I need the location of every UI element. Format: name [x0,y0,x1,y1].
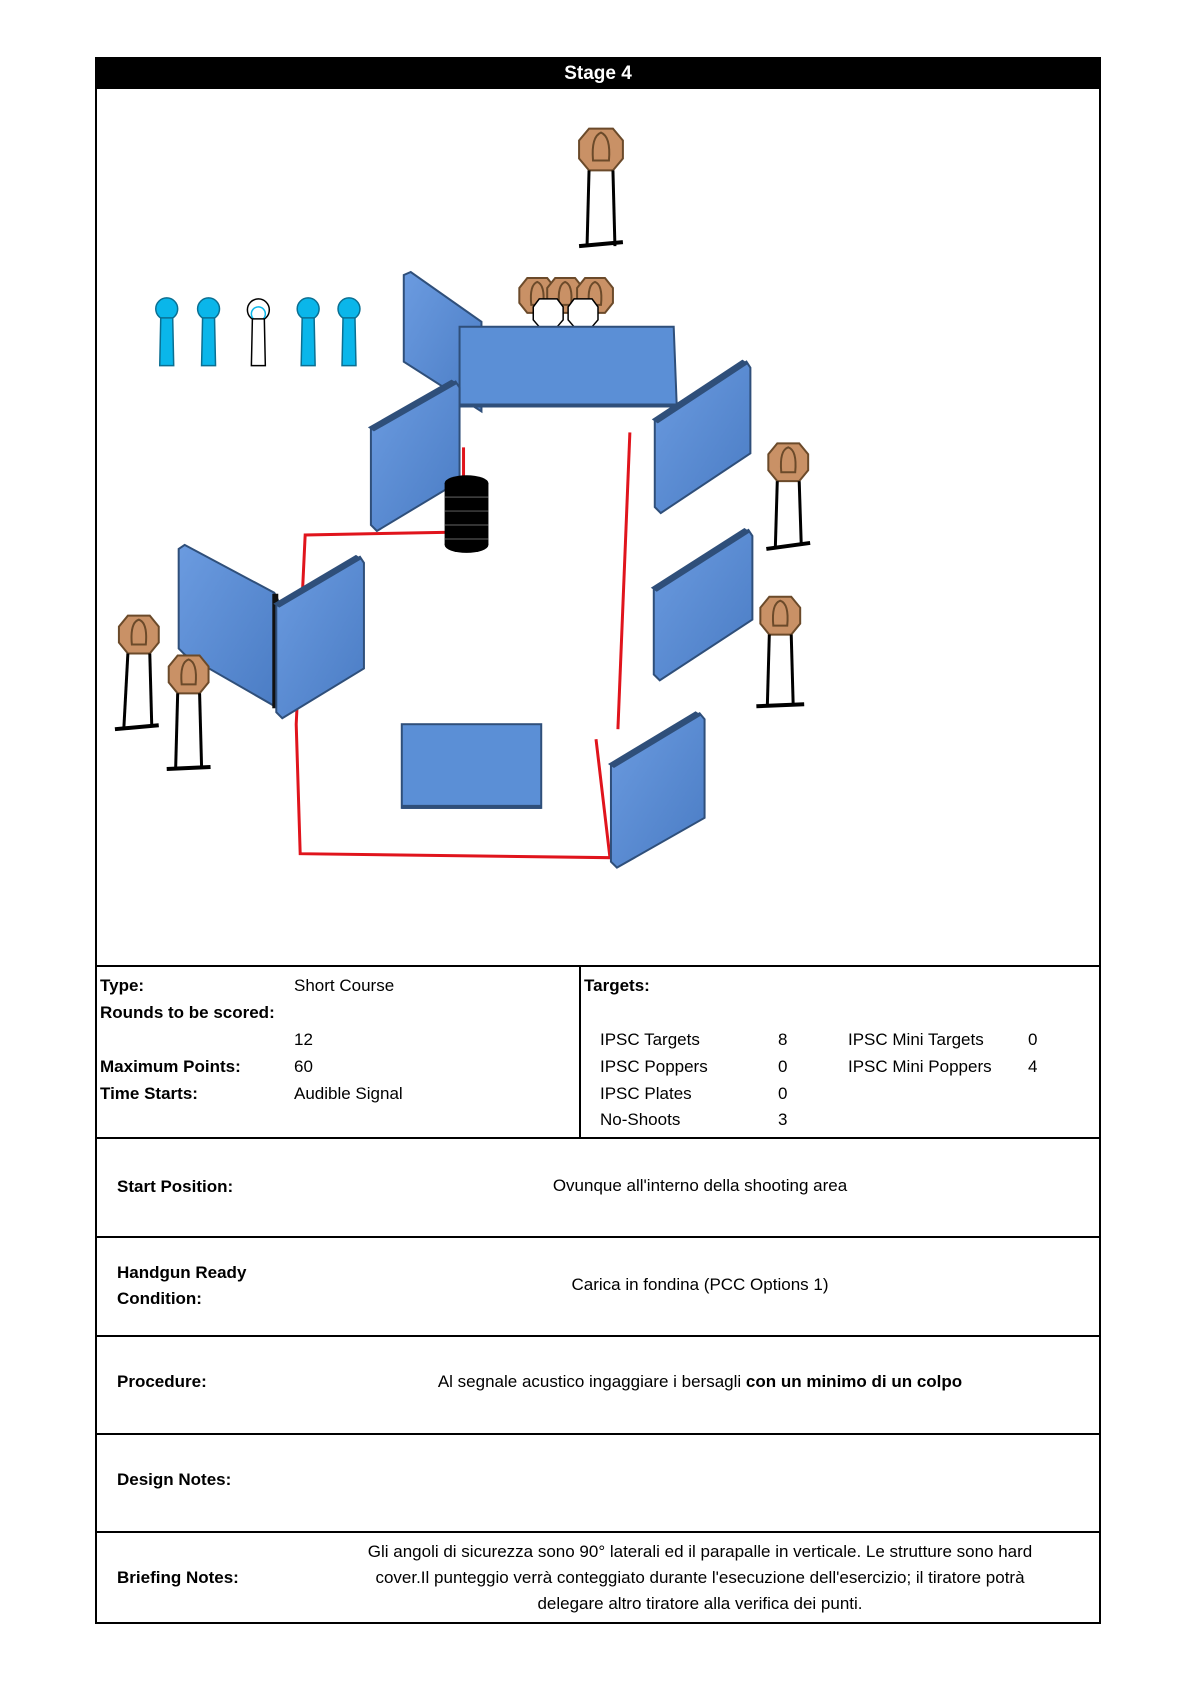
target-type-count: 0 [778,1057,788,1076]
no-shoot-target [568,299,598,327]
type-label: Type: [100,976,145,995]
front-table [402,724,541,808]
procedure-text: Al segnale acustico ingaggiare i bersagli [437,1372,746,1391]
target-type-count: 0 [778,1084,788,1103]
target-type-count: 4 [1028,1057,1038,1076]
procedure-text-bold: con un minimo di un colpo [745,1372,963,1391]
procedure-value [297,1372,1103,1392]
time-starts-value: Audible Signal [294,1084,403,1103]
ipsc-target-left-1 [115,616,159,730]
targets-group-top [519,278,613,327]
ipsc-target-top [579,129,623,247]
target-type-count: 3 [778,1110,788,1129]
barrel-stack [445,475,489,553]
ipsc-target-right-1 [766,443,810,549]
mini-popper-3 [297,298,319,366]
ipsc-target-left-2 [167,655,211,769]
mini-popper-4 [338,298,360,366]
divider [97,1335,1099,1337]
mini-popper-1 [156,298,178,366]
target-type-name: No-Shoots [600,1110,681,1129]
briefing-notes-value [297,1539,1103,1617]
type-value: Short Course [294,976,395,995]
max-points-label: Maximum Points: [100,1057,241,1076]
rounds-label: Rounds to be scored: [100,1003,275,1022]
wall-right-middle [651,528,753,680]
wall-right-bottom [608,711,705,867]
briefing-notes-label: Briefing Notes: [117,1568,239,1587]
divider [579,965,581,1137]
divider [97,1137,1099,1139]
briefing-line: Gli angoli di sicurezza sono 90° laterali ed il parapalle in verticale. Le strutture sono hard [367,1542,1033,1561]
stage-diagram [97,89,1099,965]
time-starts-label: Time Starts: [100,1084,198,1103]
targets-label: Targets: [584,976,650,995]
design-notes-label: Design Notes: [117,1470,232,1489]
briefing-line: delegare altro tiratore alla verifica dei punti. [537,1594,863,1613]
wall-left-front [273,555,364,718]
no-shoot-target [533,299,563,327]
target-type-name: IPSC Poppers [600,1057,708,1076]
stage-sheet [95,57,1101,1624]
ready-condition-label: Handgun Ready [117,1263,247,1282]
divider [97,1531,1099,1533]
target-type-name: IPSC Mini Poppers [848,1057,992,1076]
divider [97,965,1099,967]
rounds-value: 12 [294,1030,313,1049]
stage-title: Stage 4 [97,59,1099,89]
ipsc-target-right-2 [756,597,804,707]
table-top [460,327,677,406]
divider [97,1433,1099,1435]
target-type-count: 0 [1028,1030,1038,1049]
target-type-count: 8 [778,1030,788,1049]
no-shoot-popper [247,299,269,366]
start-position-value: Ovunque all'interno della shooting area [552,1176,848,1195]
mini-popper-2 [198,298,220,366]
ready-condition-label: Condition: [117,1289,202,1308]
briefing-line: cover.Il punteggio verrà conteggiato durante l'esecuzione dell'esercizio; il tiratore potrà [375,1568,1025,1587]
divider [97,1236,1099,1238]
start-position-label: Start Position: [117,1177,234,1196]
procedure-label: Procedure: [117,1372,207,1391]
target-type-name: IPSC Targets [600,1030,700,1049]
target-type-name: IPSC Mini Targets [848,1030,984,1049]
max-points-value: 60 [294,1057,313,1076]
fault-line-right [618,432,630,729]
ready-condition-value: Carica in fondina (PCC Options 1) [571,1275,829,1294]
target-type-name: IPSC Plates [600,1084,692,1103]
